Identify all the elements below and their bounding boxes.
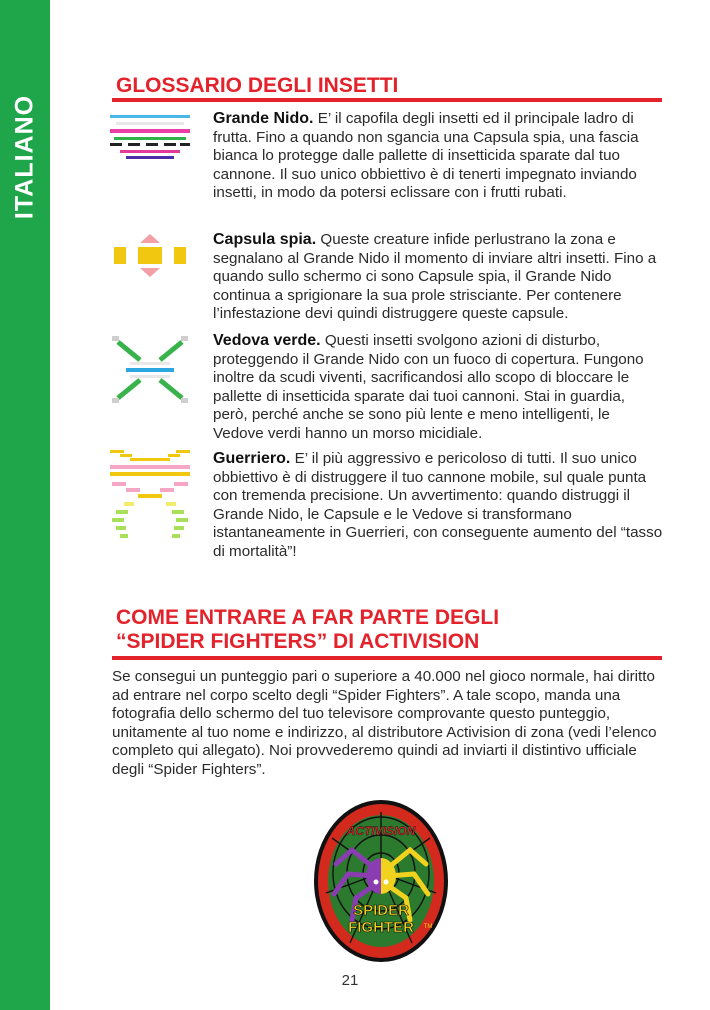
entry-name: Grande Nido. <box>213 110 314 127</box>
page-number: 21 <box>341 972 359 989</box>
grande-nido-icon <box>110 113 190 163</box>
entry-name: Capsula spia. <box>213 231 317 248</box>
vedova-verde-icon <box>110 334 190 406</box>
glossary-title-rule <box>112 98 662 102</box>
join-title <box>116 606 676 654</box>
badge-line1: SPIDER <box>353 902 409 919</box>
glossary-entry-grande-nido <box>213 110 663 203</box>
entry-text: E’ il più aggressivo e pericoloso di tutti. Il suo unico obbiettivo è di distruggere il tuo cannone mobile, sul quale punta con tremenda precisione. Un avvertimento: quando distruggi il Grande Nido, le Capsule e le Vedove si transformano istantaneamente in Guerrieri, con conseguente aumento del “tasso di mortalità”! <box>213 450 663 560</box>
badge-line2: FIGHTER <box>348 919 414 936</box>
entry-text: E’ il capofila degli insetti ed il principale ladro di frutta. Fino a quando non sgancia una Capsula spia, una fascia bianca lo protegge dalle pallette di insetticida sparate dal tuo cannone. Il suo unico obbiettivo è di tenerti impegnato inviando insetti, in modo da potersi eclissare con i frutti rubati. <box>213 110 639 202</box>
badge-brand: ACTIVISION <box>346 824 416 838</box>
language-sidebar <box>0 0 50 1010</box>
join-paragraph: Se consegui un punteggio pari o superiore a 40.000 nel gioco normale, hai diritto ad entrare nel corpo scelto degli “Spider Fighters”. A tale scopo, manda una fotografia dello schermo del tuo televisore comprovante questo punteggio, unitamente al tuo nome e indirizzo, al distributore Activision di zona (vedi l’elenco completo qui allegato). Noi provvederemo quindi ad inviarti il distintivo ufficiale degli “Spider Fighters”. <box>112 668 657 778</box>
join-title-line1: COME ENTRARE A FAR PARTE DEGLI <box>116 606 500 629</box>
spider-fighter-badge <box>312 798 450 964</box>
entry-name: Guerriero. <box>213 450 291 467</box>
entry-name: Vedova verde. <box>213 332 321 349</box>
guerriero-icon <box>110 448 190 540</box>
glossary-entry-vedova-verde <box>213 332 663 444</box>
join-title-rule <box>112 656 662 660</box>
badge-tm: TM <box>423 924 433 930</box>
glossary-entry-guerriero <box>213 450 663 562</box>
entry-text: Queste creature infide perlustrano la zona e segnalano al Grande Nido il momento di inviare altri insetti. Fino a quando sullo schermo ci sono Capsule spia, il Grande Nido continua a sprigionare la sua prole strisciante. Per contenere l’infestazione devi quindi distruggere queste capsule. <box>213 231 657 323</box>
language-label: ITALIANO <box>10 94 39 220</box>
join-title-line2: “SPIDER FIGHTERS” DI ACTIVISION <box>116 630 480 653</box>
entry-text: Questi insetti svolgono azioni di disturbo, proteggendo il Grande Nido con un fuoco di copertura. Fungono inoltre da scudi viventi, sacrificandosi allo scopo di bloccare le pallette di insetticida sparate dai tuoi cannoni. Stai in guardia, però, perché anche se sono più lente e meno intelligenti, le Vedove verdi hanno un morso micidiale. <box>213 332 644 442</box>
capsula-spia-icon <box>110 232 190 280</box>
glossary-entry-capsula-spia <box>213 231 663 324</box>
glossary-title: GLOSSARIO DEGLI INSETTI <box>116 74 399 97</box>
